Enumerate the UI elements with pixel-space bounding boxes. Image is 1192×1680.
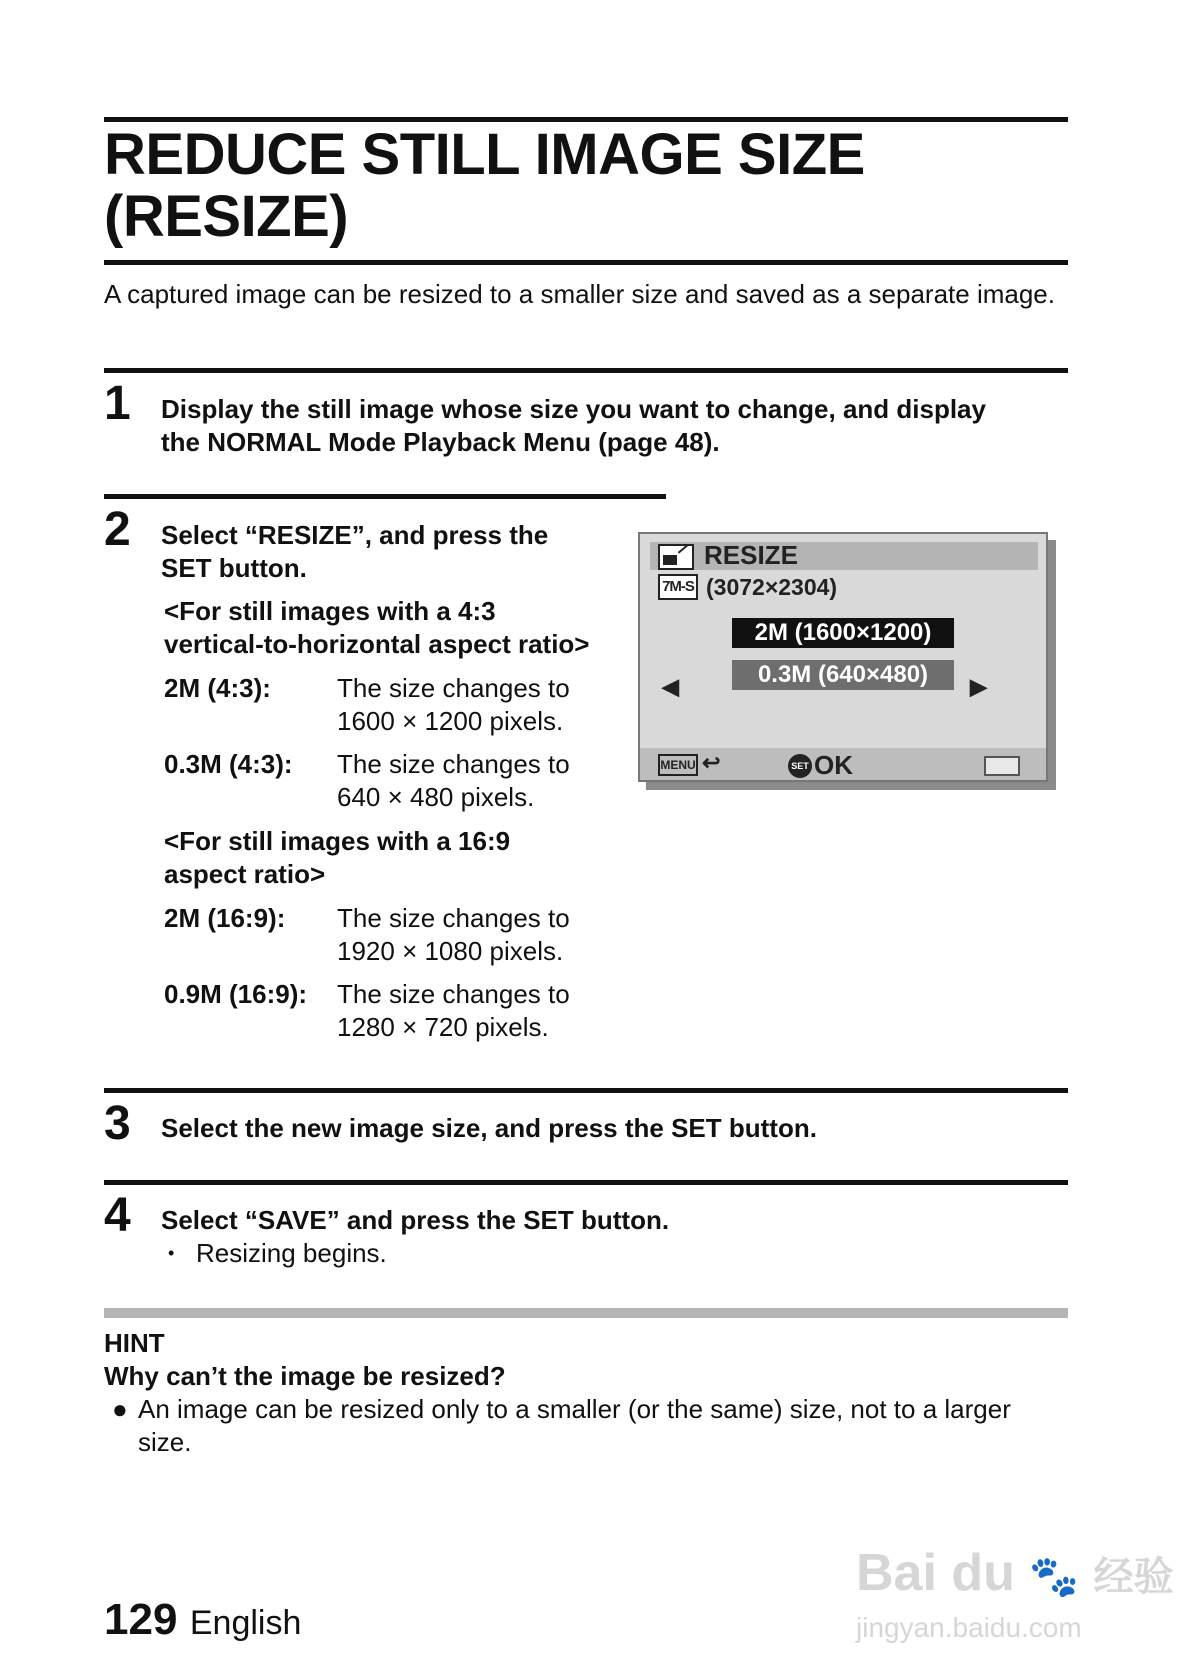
step4-bullet-text: Resizing begins.: [196, 1238, 387, 1268]
size-option-2m[interactable]: 2M (1600×1200): [732, 618, 954, 648]
step2-text-line2: SET button.: [161, 553, 307, 583]
group2-item1-desc-line2: 1920 × 1080 pixels.: [337, 936, 564, 966]
return-icon[interactable]: ↩: [702, 750, 721, 775]
hint-label: HINT: [104, 1328, 165, 1358]
group2-item1-desc: [337, 902, 570, 968]
resize-icon: [658, 544, 694, 570]
page-footer: [104, 1596, 301, 1654]
step1-rule: [104, 368, 1068, 373]
set-icon[interactable]: SET: [788, 754, 812, 778]
step2-text: [161, 519, 631, 585]
step4-bullet-dot: •: [168, 1243, 175, 1263]
watermark-paw-icon: 🐾: [1029, 1555, 1080, 1599]
title-bottom-rule: [104, 260, 1068, 265]
group2-item1-label: 2M (16:9):: [164, 903, 286, 933]
group1-item2-label: 0.3M (4:3):: [164, 749, 293, 779]
group2-heading-line2: aspect ratio>: [164, 859, 326, 889]
size-option-0-3m[interactable]: 0.3M (640×480): [732, 660, 954, 690]
page-title: [104, 124, 1064, 248]
step1-text-line1: Display the still image whose size you want to change, and display: [161, 394, 986, 424]
hint-question: Why can’t the image be resized?: [104, 1361, 506, 1391]
step4-number: 4: [104, 1189, 131, 1242]
group1-heading: [164, 595, 644, 661]
step4-text: Select “SAVE” and press the SET button.: [161, 1205, 670, 1235]
battery-icon: [984, 756, 1020, 776]
page-title-line2: (RESIZE): [104, 184, 349, 249]
step2-rule: [104, 494, 666, 499]
group2-heading-line1: <For still images with a 16:9: [164, 826, 511, 856]
group1-item2-desc: [337, 748, 570, 814]
group1-item1-desc-line2: 1600 × 1200 pixels.: [337, 706, 564, 736]
group2-item2-desc-line1: The size changes to: [337, 979, 570, 1009]
group2-item2-desc-line2: 1280 × 720 pixels.: [337, 1012, 549, 1042]
group1-item2-desc-line2: 640 × 480 pixels.: [337, 782, 535, 812]
group2-heading: [164, 825, 644, 891]
step1-text: [161, 393, 1081, 459]
hint-divider: [104, 1308, 1068, 1318]
left-arrow-icon[interactable]: ◀: [662, 674, 679, 699]
watermark-logo: [856, 1545, 1174, 1605]
camera-screen-title: RESIZE: [704, 540, 798, 570]
step3-number: 3: [104, 1097, 131, 1150]
image-size-icon: 7M-S: [658, 574, 698, 600]
group2-item1-desc-line1: The size changes to: [337, 903, 570, 933]
group2-item2-label: 0.9M (16:9):: [164, 979, 308, 1009]
page-number: 129: [104, 1595, 178, 1644]
camera-current-size: (3072×2304): [706, 574, 838, 600]
step1-text-line2: the NORMAL Mode Playback Menu (page 48).: [161, 427, 720, 457]
group2-item2-desc: [337, 978, 570, 1044]
page-language: English: [189, 1604, 302, 1642]
group1-item1-label: 2M (4:3):: [164, 673, 271, 703]
group1-heading-line2: vertical-to-horizontal aspect ratio>: [164, 629, 590, 659]
watermark-brand: Bai du: [856, 1544, 1015, 1602]
step2-text-line1: Select “RESIZE”, and press the: [161, 520, 549, 550]
camera-screen: [638, 532, 1048, 782]
step3-text: Select the new image size, and press the SET button.: [161, 1113, 817, 1143]
page-title-line1: REDUCE STILL IMAGE SIZE: [104, 122, 865, 187]
step2-number: 2: [104, 503, 131, 556]
intro-text: A captured image can be resized to a smaller size and saved as a separate image.: [104, 279, 1055, 309]
group1-item1-desc: [337, 672, 570, 738]
group1-heading-line1: <For still images with a 4:3: [164, 596, 496, 626]
menu-icon[interactable]: MENU: [658, 754, 698, 776]
step4-rule: [104, 1180, 1068, 1185]
watermark-chinese: 经验: [1093, 1555, 1174, 1599]
group1-item2-desc-line1: The size changes to: [337, 749, 570, 779]
ok-label: OK: [814, 750, 853, 780]
watermark-url: jingyan.baidu.com: [856, 1612, 1082, 1643]
group1-item1-desc-line1: The size changes to: [337, 673, 570, 703]
step3-rule: [104, 1088, 1068, 1093]
hint-answer: An image can be resized only to a smaller (or the same) size, not to a larger size.: [138, 1394, 1011, 1457]
right-arrow-icon[interactable]: ▶: [970, 674, 987, 699]
step1-number: 1: [104, 377, 131, 430]
hint-bullet-dot: ●: [112, 1394, 128, 1424]
